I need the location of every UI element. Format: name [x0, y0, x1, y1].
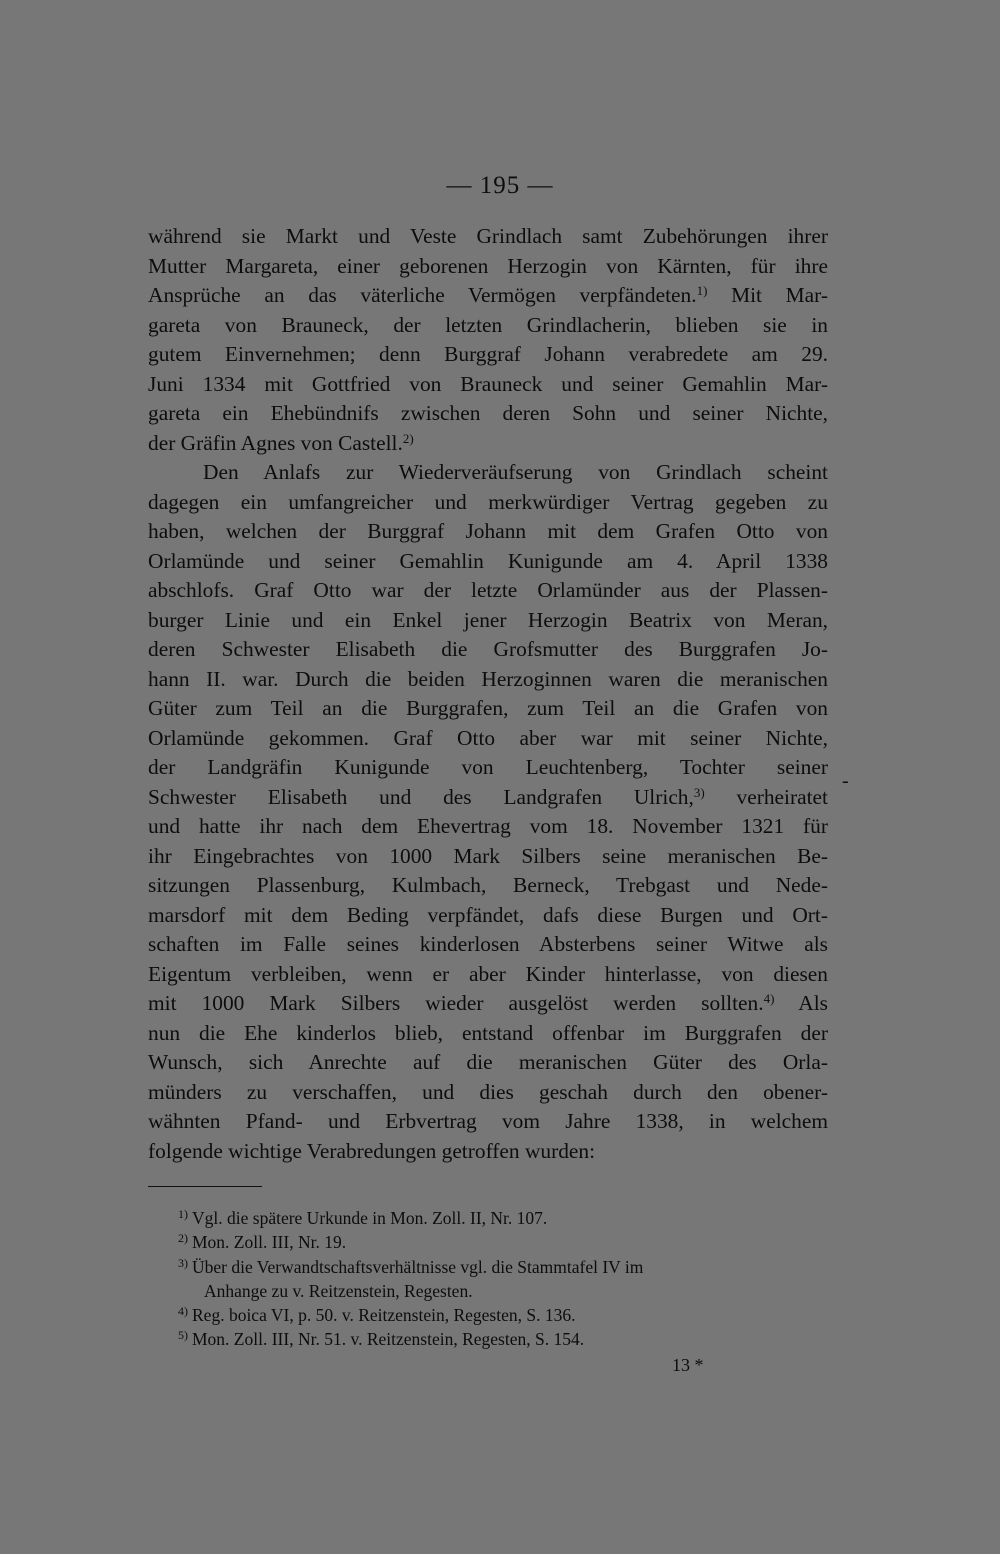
text-line: Güter zum Teil an die Burggrafen, zum Teil an die Grafen von	[148, 696, 828, 720]
text-line: gutem Einvernehmen; denn Burggraf Johann verabredete am 29.	[148, 342, 828, 366]
footnote	[178, 1255, 833, 1279]
text-line: wähnten Pfand- und Erbvertrag vom Jahre 1338, in welchem	[148, 1109, 828, 1133]
footnote-text: Über die Verwandtschaftsverhältnisse vgl. die Stammtafel IV im	[192, 1256, 644, 1277]
footnote-text: Vgl. die spätere Urkunde in Mon. Zoll. II, Nr. 107.	[192, 1208, 548, 1228]
text-line	[148, 429, 828, 459]
footnote	[178, 1327, 833, 1351]
text-line: Wunsch, sich Anrechte auf die meranischen Güter des Orla-	[148, 1050, 828, 1074]
text-segment: Als	[798, 991, 828, 1015]
text-line: Orlamünde gekommen. Graf Otto aber war mit seiner Nichte,	[148, 725, 828, 750]
text-segment: der Gräfin Agnes von Castell.	[148, 430, 403, 455]
footnote-mark: 3)	[178, 1255, 188, 1270]
text-line: Eigentum verbleiben, wenn er aber Kinder hinterlasse, von diesen	[148, 961, 828, 986]
text-line: gareta von Brauneck, der letzten Grindlacherin, blieben sie in	[148, 312, 828, 337]
footnote-rule	[148, 1186, 262, 1187]
footnote-ref: 2)	[402, 430, 414, 446]
text-line: münders zu verschaffen, und dies geschah durch den obener-	[148, 1079, 828, 1104]
footnote	[178, 1303, 833, 1327]
text-line: ihr Eingebrachtes von 1000 Mark Silbers seine meranischen Be-	[148, 843, 828, 868]
footnote	[178, 1230, 833, 1254]
text-segment: Mit Mar-	[731, 283, 828, 307]
text-segment: Schwester Elisabeth und des Landgrafen Ulrich,	[148, 784, 694, 809]
text-line: gareta ein Ehebündnifs zwischen deren Sohn und seiner Nichte,	[148, 401, 828, 425]
text-line: nun die Ehe kinderlos blieb, entstand offenbar im Burggrafen der	[148, 1020, 828, 1045]
text-line: Den Anlafs zur Wiederveräufserung von Grindlach scheint	[203, 460, 828, 484]
text-line: burger Linie und ein Enkel jener Herzogin Beatrix von Meran,	[148, 607, 828, 632]
text-line: abschlofs. Graf Otto war der letzte Orlamünder aus der Plassen-	[148, 578, 828, 602]
page-number: — 195 —	[446, 172, 554, 199]
text-line: haben, welchen der Burggraf Johann mit dem Grafen Otto von	[148, 519, 828, 543]
text-line: deren Schwester Elisabeth die Grofsmutter des Burggrafen Jo-	[148, 637, 828, 661]
text-line: schaften im Falle seines kinderlosen Absterbens seiner Witwe als	[148, 932, 828, 956]
text-line: dagegen ein umfangreicher und merkwürdiger Vertrag gegeben zu	[148, 489, 828, 514]
footnote-text: Mon. Zoll. III, Nr. 19.	[192, 1232, 347, 1253]
text-segment: Ansprüche an das väterliche Vermögen verpfändeten.	[148, 283, 697, 307]
text-line: marsdorf mit dem Beding verpfändet, dafs diese Burgen und Ort-	[148, 902, 828, 927]
footnote-text: Reg. boica VI, p. 50. v. Reitzenstein, Regesten, S. 136.	[192, 1305, 576, 1326]
footnote	[178, 1206, 833, 1230]
footnote-ref: 3)	[693, 784, 705, 800]
footnote-mark: 5)	[178, 1328, 188, 1343]
text-line: während sie Markt und Veste Grindlach samt Zubehörungen ihrer	[148, 224, 828, 248]
text-line: und hatte ihr nach dem Ehevertrag vom 18. November 1321 für	[148, 814, 828, 838]
text-line	[148, 989, 828, 1019]
footnotes	[178, 1206, 833, 1352]
text-line: der Landgräfin Kunigunde von Leuchtenberg, Tochter seiner	[148, 755, 828, 779]
signature-mark: 13 *	[672, 1355, 704, 1375]
footnote-mark: 4)	[178, 1304, 188, 1319]
text-line	[148, 281, 828, 311]
footnote-continuation: Anhange zu v. Reitzenstein, Regesten.	[204, 1280, 473, 1301]
text-line: hann II. war. Durch die beiden Herzoginnen waren die meranischen	[148, 666, 828, 691]
footnote-mark: 1)	[178, 1207, 188, 1221]
footnote-text: Mon. Zoll. III, Nr. 51. v. Reitzenstein, Regesten, S. 154.	[192, 1329, 585, 1350]
footnote-ref: 1)	[696, 283, 708, 298]
text-segment: verheiratet	[736, 784, 828, 809]
margin-mark: -	[842, 770, 849, 792]
body-text	[148, 222, 828, 1166]
text-line: folgende wichtige Verabredungen getroffen wurden:	[148, 1138, 596, 1163]
footnote-mark: 2)	[178, 1231, 188, 1246]
text-line: Mutter Margareta, einer geborenen Herzogin von Kärnten, für ihre	[148, 253, 828, 278]
text-line: Orlamünde und seiner Gemahlin Kunigunde am 4. April 1338	[148, 548, 828, 573]
footnote-ref: 4)	[763, 991, 775, 1006]
text-line: sitzungen Plassenburg, Kulmbach, Berneck, Trebgast und Nede-	[148, 873, 828, 897]
text-segment: mit 1000 Mark Silbers wieder ausgelöst werden sollten.	[148, 991, 764, 1015]
text-line: Juni 1334 mit Gottfried von Brauneck und seiner Gemahlin Mar-	[148, 371, 828, 396]
text-line	[148, 783, 828, 813]
